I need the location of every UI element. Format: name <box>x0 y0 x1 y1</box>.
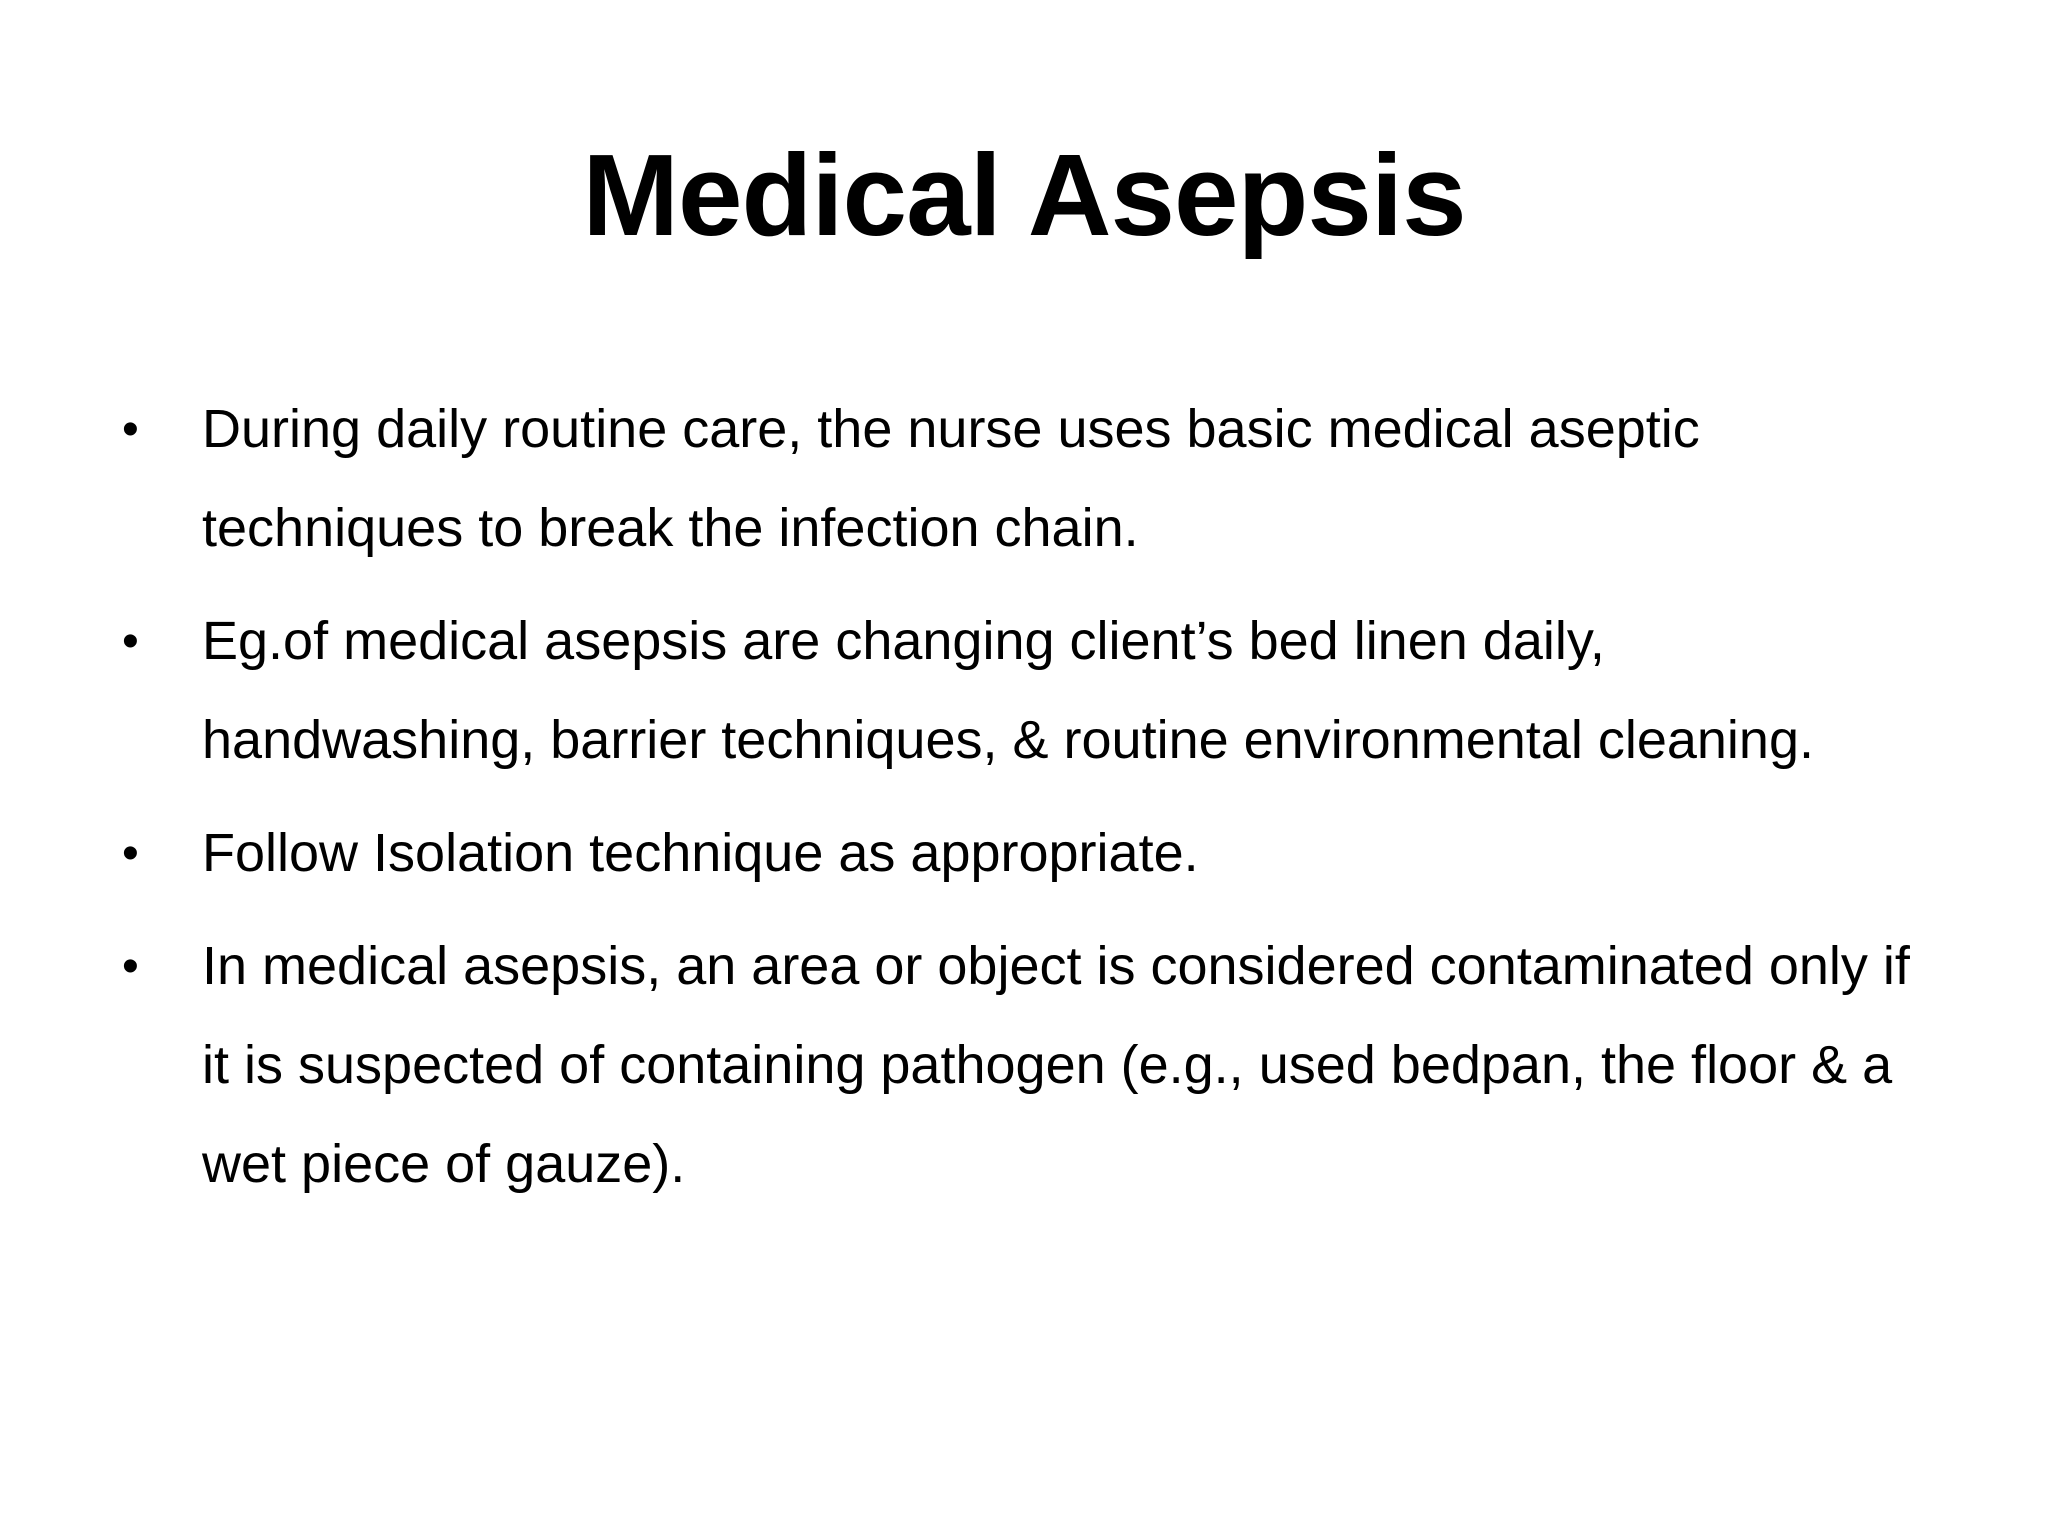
bullet-list <box>0 380 2048 1228</box>
bullet-point-icon: • <box>122 940 139 993</box>
bullet-text: Follow Isolation technique as appropriate. <box>202 823 1199 883</box>
bullet-point-icon: • <box>122 827 139 880</box>
bullet-item <box>0 804 2048 903</box>
bullet-item <box>0 592 2048 790</box>
bullet-point-icon: • <box>122 615 139 668</box>
bullet-item <box>0 917 2048 1214</box>
bullet-text: In medical asepsis, an area or object is considered contaminated only if it is suspected of containing pathogen (e.g., used bedpan, the floor & a wet piece of gauze). <box>202 936 1910 1194</box>
bullet-text: Eg.of medical asepsis are changing client’s bed linen daily, handwashing, barrier techniques, & routine environmental cleaning. <box>202 611 1814 770</box>
bullet-text: During daily routine care, the nurse uses basic medical aseptic techniques to break the infection chain. <box>202 399 1700 558</box>
bullet-item <box>0 380 2048 578</box>
slide-title: Medical Asepsis <box>582 130 1466 260</box>
bullet-point-icon: • <box>122 403 139 456</box>
